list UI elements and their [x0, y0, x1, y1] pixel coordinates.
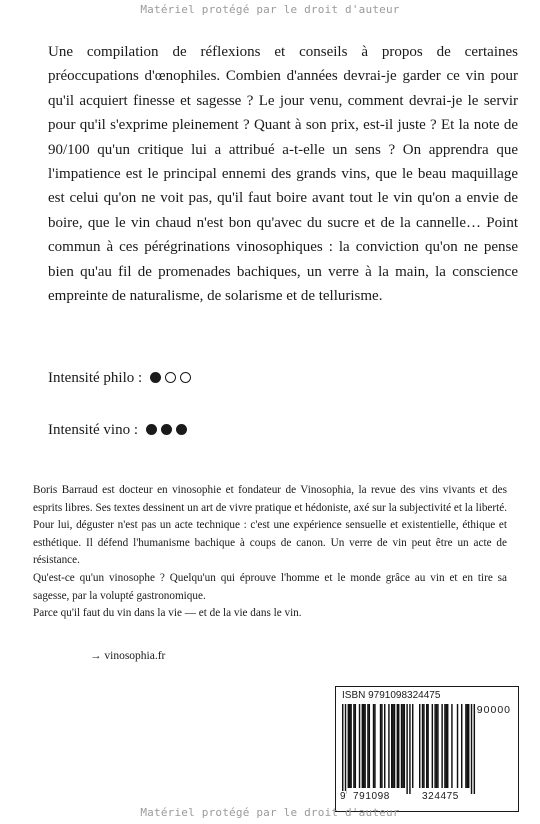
barcode-bar [437, 704, 438, 788]
copyright-watermark-bottom: Matériel protégé par le droit d'auteur [140, 806, 400, 819]
barcode-bar [461, 704, 462, 788]
bio-tagline: Parce qu'il faut du vin dans la vie — et de la vie dans le vin. [33, 607, 302, 620]
barcode-bar [434, 704, 435, 788]
filled-dot-icon [161, 424, 172, 435]
filled-dot-icon [146, 424, 157, 435]
barcode-bar [350, 704, 351, 788]
barcode-bar [363, 704, 364, 788]
ean-barcode-bars [342, 704, 476, 796]
website-link[interactable]: → vinosophia.fr [90, 650, 166, 662]
philo-intensity-label: Intensité philo : [48, 370, 143, 386]
barcode-bar [468, 704, 469, 788]
barcode-bar [381, 704, 382, 788]
barcode-bar [412, 704, 413, 788]
barcode-bar [374, 704, 375, 788]
barcode-bar [364, 704, 365, 788]
barcode-bar [465, 704, 466, 788]
barcode-bar [406, 704, 407, 794]
barcode-bar [467, 704, 468, 788]
barcode-bar [384, 704, 385, 788]
vino-intensity-dots [146, 422, 191, 439]
barcode-bar [391, 704, 392, 788]
barcode-bar [388, 704, 389, 788]
barcode-digits-left: 791098 [353, 791, 390, 802]
barcode-bar [423, 704, 424, 788]
barcode-bar [397, 704, 398, 788]
barcode-bar [359, 704, 360, 788]
barcode-bar [362, 704, 363, 788]
barcode-bar [402, 704, 403, 788]
barcode-bar [348, 704, 349, 788]
filled-dot-icon [150, 372, 161, 383]
philo-intensity-dots [150, 370, 195, 387]
vino-intensity-label: Intensité vino : [48, 422, 138, 438]
barcode-bar [446, 704, 447, 788]
barcode-bar [474, 704, 475, 794]
intro-paragraph: Une compilation de réflexions et conseils à propos de certaines préoccupations d'œnophiles. Combien d'années devrai-je garder ce vin pour qu'il acquiert finesse et sagesse ? Le jour venu, comment devrai-je le servir pour qu'il s'exprime pleinement ? Quant à son prix, est-il juste ? Et la note de 90/100 qu'un critique lui a attribué a-t-elle un sens ? On apprendra que l'impatience est le principal ennemi des grands vins, que le beau maquillage est celui qu'on ne voit pas, qu'il faut boire avant tout le vin qu'on a envie de boire, que le vin chaud n'est bon qu'avec du sucre et de la cannelle… Point commun à ces pérégrinations vinosophiques : la conviction qu'on ne pense bien qu'au fil de promenades bachiques, un verre à la main, la conscience empreinte de naturalisme, de solarisme et de tellurisme. [48, 44, 518, 305]
copyright-watermark-top: Matériel protégé par le droit d'auteur [140, 3, 400, 16]
isbn-barcode [335, 686, 519, 812]
barcode-bar [422, 704, 423, 788]
barcode-bar [441, 704, 442, 788]
vino-intensity-rating [48, 422, 191, 439]
barcode-bar [401, 704, 402, 788]
barcode-bar [349, 704, 350, 788]
price-code: 90000 [476, 704, 511, 716]
bio-paragraph: Qu'est-ce qu'un vinosophe ? Quelqu'un qui éprouve l'homme et le monde grâce au vin et en tire sa sagesse, par la volupté gastronomique. [33, 571, 507, 602]
empty-dot-icon [165, 372, 176, 383]
isbn-label: ISBN 9791098324475 [342, 690, 441, 701]
bio-paragraph: Boris Barraud est docteur en vinosophie et fondateur de Vinosophia, la revue des vins vivants et des esprits libres. Ses textes dessinent un art de vivre pratique et hédoniste, axé sur la subjectivité et la liberté. Pour lui, déguster n'est pas un acte technique : c'est une expérience sensuelle et existentielle, éthique et esthétique. Il défend l'humanisme bachique à coups de canon. Un verre de vin peut être un acte de résistance. [33, 484, 507, 567]
barcode-bar [409, 704, 410, 794]
barcode-bar [394, 704, 395, 788]
barcode-bar [392, 704, 393, 788]
author-bio [33, 482, 507, 623]
barcode-bar [471, 704, 472, 794]
barcode-digit-first: 9 [340, 791, 347, 802]
barcode-bar [355, 704, 356, 788]
barcode-bar [444, 704, 445, 788]
barcode-bar [447, 704, 448, 788]
barcode-bar [404, 704, 405, 788]
barcode-bar [457, 704, 458, 788]
barcode-bar [345, 704, 346, 794]
filled-dot-icon [176, 424, 187, 435]
barcode-bar [369, 704, 370, 788]
barcode-bar [426, 704, 427, 788]
barcode-bar [380, 704, 381, 788]
barcode-bar [342, 704, 343, 794]
barcode-bar [353, 704, 354, 788]
barcode-bar [436, 704, 437, 788]
philo-intensity-rating [48, 370, 195, 387]
barcode-bar [419, 704, 420, 788]
barcode-bar [432, 704, 433, 788]
barcode-bar [451, 704, 452, 788]
empty-dot-icon [180, 372, 191, 383]
barcode-bar [367, 704, 368, 788]
barcode-bar [373, 704, 374, 788]
barcode-bar [398, 704, 399, 788]
barcode-digits-right: 324475 [422, 791, 459, 802]
barcode-bar [427, 704, 428, 788]
